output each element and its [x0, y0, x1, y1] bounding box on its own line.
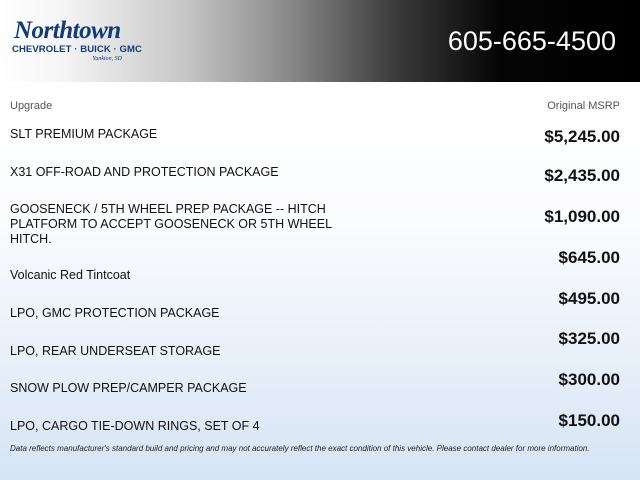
- column-header-upgrade: Upgrade: [10, 100, 53, 112]
- upgrade-name: SNOW PLOW PREP/CAMPER PACKAGE: [10, 381, 247, 395]
- upgrade-price: $150.00: [558, 411, 620, 430]
- upgrade-name: GOOSENECK / 5TH WHEEL PREP PACKAGE -- HITCH PLATFORM TO ACCEPT GOOSENECK OR 5TH WHEEL HITCH.: [10, 202, 332, 246]
- table-row: [0, 248, 640, 286]
- table-row: [0, 330, 640, 368]
- upgrade-price: $325.00: [558, 329, 620, 348]
- upgrade-price: $645.00: [558, 248, 620, 267]
- upgrade-price: $495.00: [558, 289, 620, 308]
- upgrade-price: $5,245.00: [544, 127, 620, 146]
- logo-city: Yankton, SD: [92, 56, 122, 62]
- table-row: [0, 370, 640, 408]
- logo-name: Northtown: [14, 17, 121, 44]
- header-banner: [0, 0, 640, 82]
- logo-brands: CHEVROLET · BUICK · GMC: [12, 44, 143, 55]
- table-row: [0, 126, 640, 164]
- table-row: [0, 164, 640, 202]
- upgrade-name: X31 OFF-ROAD AND PROTECTION PACKAGE: [10, 165, 279, 179]
- upgrade-price: $1,090.00: [544, 207, 620, 226]
- disclaimer: Data reflects manufacturer's standard build and pricing and may not accurately reflect the exact condition of this vehicle. Please contact dealer for more information.: [10, 444, 590, 453]
- upgrade-price: $300.00: [558, 370, 620, 389]
- upgrade-name: Volcanic Red Tintcoat: [10, 268, 131, 282]
- upgrades-panel: [0, 82, 640, 480]
- upgrade-name: LPO, GMC PROTECTION PACKAGE: [10, 306, 220, 320]
- table-row: [0, 410, 640, 448]
- dealer-phone[interactable]: 605-665-4500: [447, 26, 616, 56]
- upgrade-name: LPO, REAR UNDERSEAT STORAGE: [10, 344, 221, 358]
- upgrade-name: SLT PREMIUM PACKAGE: [10, 127, 158, 141]
- table-row: [0, 289, 640, 327]
- dealer-logo[interactable]: [12, 17, 143, 68]
- upgrade-name: LPO, CARGO TIE-DOWN RINGS, SET OF 4: [10, 419, 260, 433]
- table-row: [0, 202, 640, 246]
- column-header-msrp: Original MSRP: [547, 100, 620, 112]
- upgrade-price: $2,435.00: [544, 166, 620, 185]
